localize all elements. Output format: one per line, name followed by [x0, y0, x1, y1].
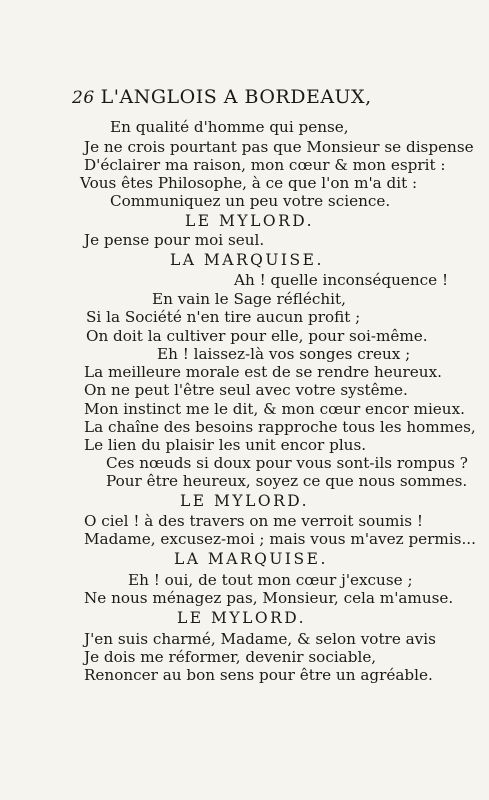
- verse-line: Le lien du plaisir les unit encor plus.: [84, 436, 367, 454]
- verse-line: On ne peut l'être seul avec votre systême.: [84, 381, 408, 399]
- verse-line: D'éclairer ma raison, mon cœur & mon esprit :: [84, 156, 446, 174]
- verse-line: Madame, excusez-moi ; mais vous m'avez permis...: [84, 530, 476, 548]
- speaker-heading: LE MYLORD.: [177, 609, 307, 627]
- verse-line: Je ne crois pourtant pas que Monsieur se dispense: [84, 138, 474, 156]
- verse-line: Mon instinct me le dit, & mon cœur encor mieux.: [84, 400, 465, 418]
- running-head-title: L'ANGLOIS A BORDEAUX,: [100, 86, 372, 108]
- verse-line: Eh ! laissez-là vos songes creux ;: [157, 345, 411, 363]
- verse-line: Pour être heureux, soyez ce que nous sommes.: [106, 472, 468, 490]
- speaker-heading: LA MARQUISE.: [174, 550, 328, 568]
- verse-line: O ciel ! à des travers on me verroit soumis !: [84, 512, 424, 530]
- verse-line: Eh ! oui, de tout mon cœur j'excuse ;: [128, 571, 413, 589]
- verse-line: Renoncer au bon sens pour être un agréable.: [84, 666, 433, 684]
- verse-line: La chaîne des besoins rapproche tous les hommes,: [84, 418, 476, 436]
- verse-line: Communiquez un peu votre science.: [110, 192, 391, 210]
- verse-line: Je pense pour moi seul.: [84, 231, 265, 249]
- verse-line: Ne nous ménagez pas, Monsieur, cela m'amuse.: [84, 589, 454, 607]
- running-header: [72, 86, 402, 108]
- verse-line: Ah ! quelle inconséquence !: [234, 271, 449, 289]
- speaker-heading: LE MYLORD.: [185, 212, 315, 230]
- verse-line: En vain le Sage réfléchit,: [152, 290, 346, 308]
- verse-line: J'en suis charmé, Madame, & selon votre avis: [84, 630, 436, 648]
- page-number: 26: [72, 88, 95, 108]
- verse-line: On doit la cultiver pour elle, pour soi-même.: [86, 327, 428, 345]
- verse-line: Je dois me réformer, devenir sociable,: [84, 648, 377, 666]
- verse-line: La meilleure morale est de se rendre heureux.: [84, 363, 442, 381]
- verse-line: Vous êtes Philosophe, à ce que l'on m'a dit :: [80, 174, 418, 192]
- verse-line: En qualité d'homme qui pense,: [110, 118, 349, 136]
- speaker-heading: LA MARQUISE.: [170, 251, 324, 269]
- speaker-heading: LE MYLORD.: [180, 492, 310, 510]
- verse-line: Si la Société n'en tire aucun profit ;: [86, 308, 361, 326]
- verse-line: Ces nœuds si doux pour vous sont-ils rompus ?: [106, 454, 468, 472]
